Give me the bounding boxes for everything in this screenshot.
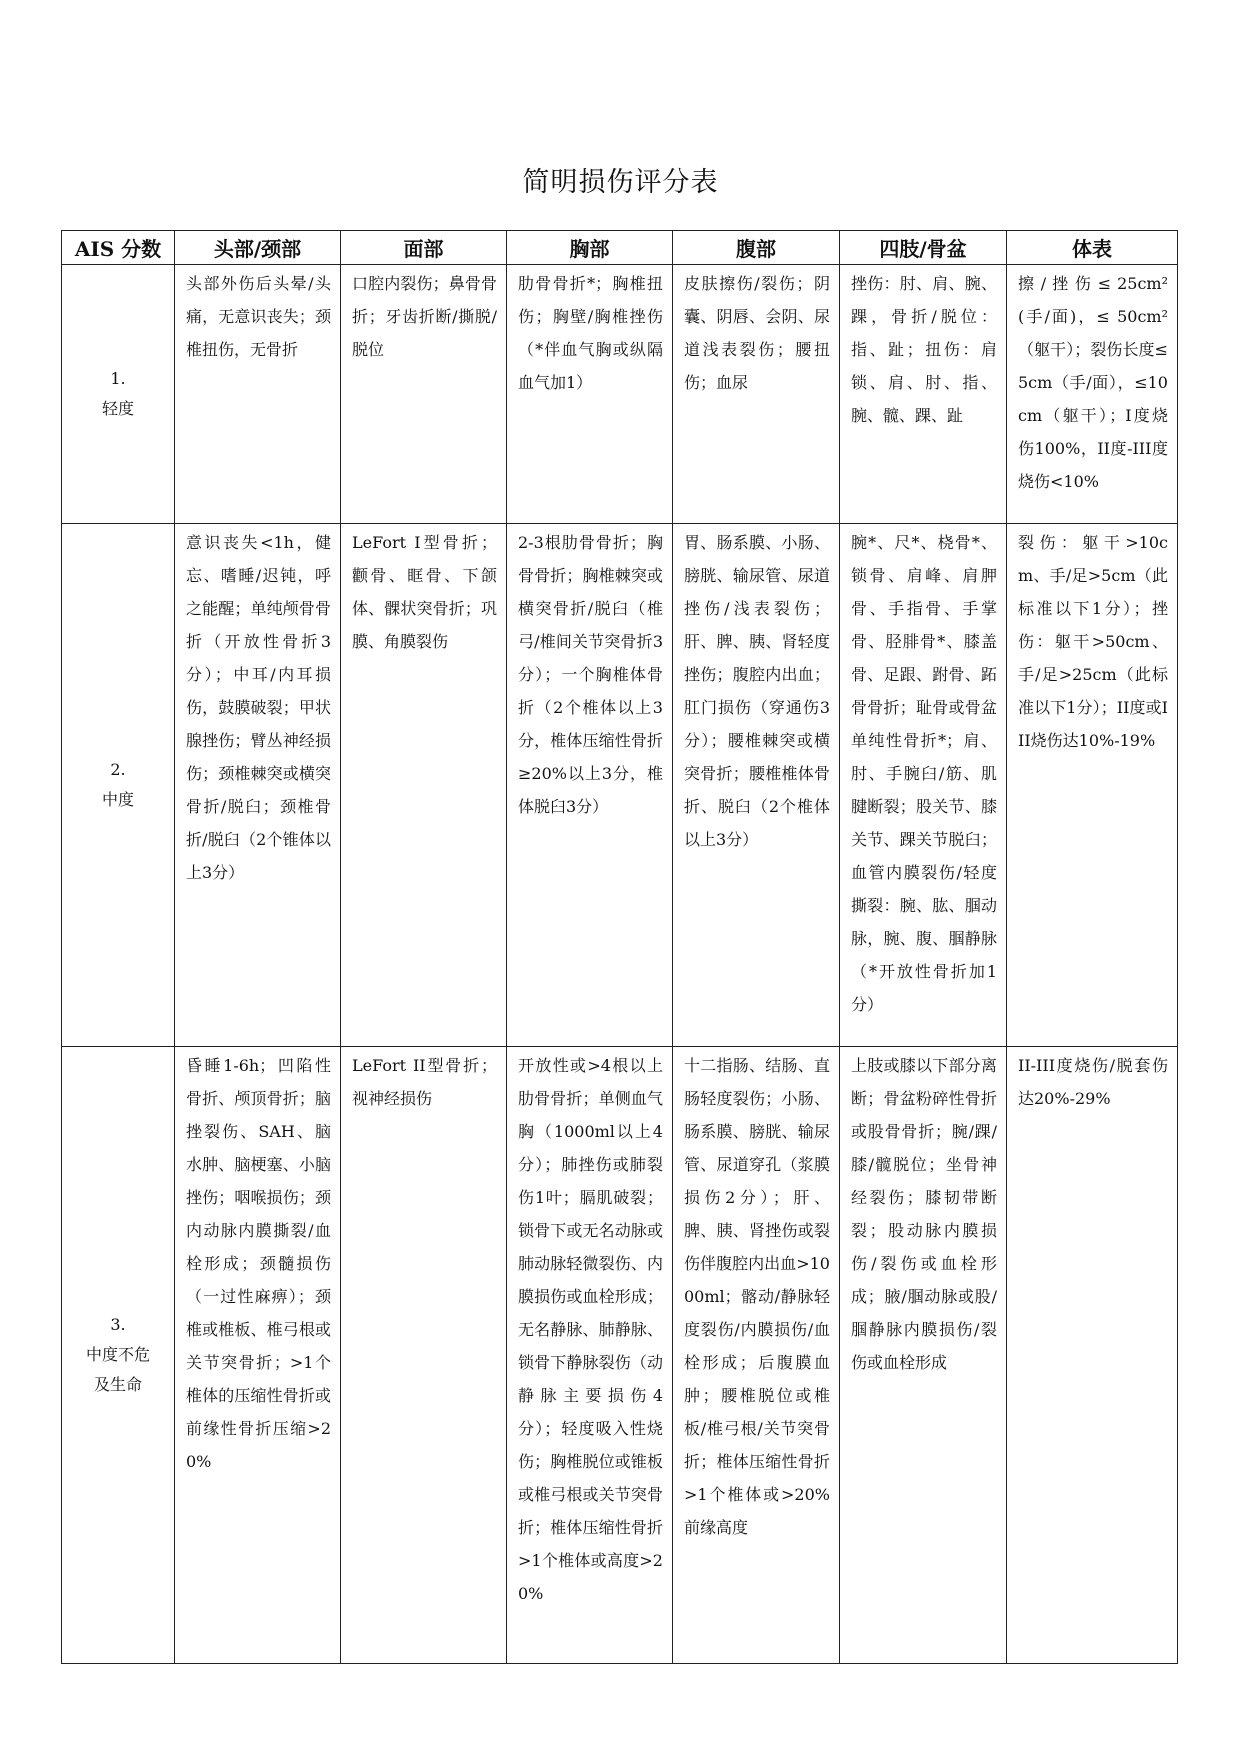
body-surface-cell: 裂伤：躯干>10cm、手/足>5cm（此标准以下1分）；挫伤：躯干>50cm、手/足>25cm（此标准以下1分）；II度或III烧伤达10%-19% <box>1007 524 1178 1047</box>
chest-cell: 开放性或>4根以上肋骨骨折；单侧血气胸（1000ml以上4分）；肺挫伤或肺裂伤1叶；膈肌破裂；锁骨下或无名动脉或肺动脉轻微裂伤、内膜损伤或血栓形成；无名静脉、肺静脉、锁骨下静脉裂伤（动静脉主要损伤4分）；轻度吸入性烧伤；胸椎脱位或锥板或椎弓根或关节突骨折；椎体压缩性骨折>1个椎体或高度>20% <box>507 1047 673 1664</box>
abdomen-cell: 胃、肠系膜、小肠、膀胱、输尿管、尿道挫伤/浅表裂伤；肝、脾、胰、肾轻度挫伤；腹腔内出血；肛门损伤（穿通伤3分）；腰椎棘突或横突骨折；腰椎椎体骨折、脱臼（2个椎体以上3分） <box>673 524 840 1047</box>
page-title: 简明损伤评分表 <box>522 167 719 198</box>
chest-cell: 肋骨骨折*；胸椎扭伤；胸壁/胸椎挫伤（*伴血气胸或纵隔血气加1） <box>507 265 673 524</box>
head-neck-cell: 昏睡1-6h；凹陷性骨折、颅顶骨折；脑挫裂伤、SAH、脑水肿、脑梗塞、小脑挫伤；咽喉损伤；颈内动脉内膜撕裂/血栓形成；颈髓损伤（一过性麻痹）；颈椎或椎板、椎弓根或关节突骨折；>1个椎体的压缩性骨折或前缘性骨折压缩>20% <box>175 1047 341 1664</box>
score-number: 2. <box>110 760 126 779</box>
head-neck-cell: 头部外伤后头晕/头痛，无意识丧失；颈椎扭伤，无骨折 <box>175 265 341 524</box>
table-row <box>62 265 1178 524</box>
table-header-row <box>62 231 1178 265</box>
body-surface-cell: II-III度烧伤/脱套伤达20%-29% <box>1007 1047 1178 1664</box>
table-row <box>62 524 1178 1047</box>
abdomen-cell: 十二指肠、结肠、直肠轻度裂伤；小肠、肠系膜、膀胱、输尿管、尿道穿孔（浆膜损伤2分）；肝、脾、胰、肾挫伤或裂伤伴腹腔内出血>1000ml；髂动/静脉轻度裂伤/内膜损伤/血栓形成；后腹膜血肿；腰椎脱位或椎板/椎弓根/关节突骨折；椎体压缩性骨折>1个椎体或>20%前缘高度 <box>673 1047 840 1664</box>
score-number: 1. <box>110 369 126 388</box>
score-cell <box>62 1047 175 1664</box>
score-cell <box>62 265 175 524</box>
limbs-pelvis-cell: 挫伤：肘、肩、腕、踝，骨折/脱位：指、趾；扭伤：肩锁、肩、肘、指、腕、髋、踝、趾 <box>840 265 1007 524</box>
limbs-pelvis-cell: 上肢或膝以下部分离断；骨盆粉碎性骨折或股骨骨折；腕/踝/膝/髋脱位；坐骨神经裂伤；膝韧带断裂；股动脉内膜损伤/裂伤或血栓形成；腋/腘动脉或股/腘静脉内膜损伤/裂伤或血栓形成 <box>840 1047 1007 1664</box>
header-ais-score: AIS 分数 <box>62 231 175 265</box>
score-number: 3. <box>110 1315 126 1334</box>
head-neck-cell: 意识丧失<1h，健忘、嗜睡/迟钝，呼之能醒；单纯颅骨骨折（开放性骨折3分）；中耳/内耳损伤，鼓膜破裂；甲状腺挫伤；臂丛神经损伤；颈椎棘突或横突骨折/脱臼；颈椎骨折/脱臼（2个锥体以上3分） <box>175 524 341 1047</box>
score-cell <box>62 524 175 1047</box>
body-surface-cell: 擦 / 挫 伤 ≤ 25cm²(手/面)，≤ 50cm²（躯干）；裂伤长度≤5cm（手/面），≤10cm（躯干）；I度烧伤100%，II度-III度烧伤<10% <box>1007 265 1178 524</box>
face-cell: LeFort II型骨折；视神经损伤 <box>341 1047 507 1664</box>
face-cell: 口腔内裂伤；鼻骨骨折；牙齿折断/撕脱/脱位 <box>341 265 507 524</box>
header-limbs-pelvis: 四肢/骨盆 <box>840 231 1007 265</box>
limbs-pelvis-cell: 腕*、尺*、桡骨*、锁骨、肩峰、肩胛骨、手指骨、手掌骨、胫腓骨*、膝盖骨、足跟、跗骨、跖骨骨折；耻骨或骨盆单纯性骨折*；肩、肘、手腕臼/筋、肌腱断裂；股关节、膝关节、踝关节脱臼；血管内膜裂伤/轻度撕裂：腕、肱、腘动脉，腕、腹、腘静脉（*开放性骨折加1分） <box>840 524 1007 1047</box>
abdomen-cell: 皮肤擦伤/裂伤；阴囊、阴唇、会阴、尿道浅表裂伤；腰扭伤；血尿 <box>673 265 840 524</box>
table-row <box>62 1047 1178 1664</box>
header-body-surface: 体表 <box>1007 231 1178 265</box>
ais-table <box>61 230 1178 1664</box>
header-face: 面部 <box>341 231 507 265</box>
score-level: 轻度 <box>101 399 134 418</box>
header-abdomen: 腹部 <box>673 231 840 265</box>
face-cell: LeFort I型骨折；颧骨、眶骨、下颌体、髁状突骨折；巩膜、角膜裂伤 <box>341 524 507 1047</box>
score-level: 中度不危及生命 <box>86 1345 151 1394</box>
header-head-neck: 头部/颈部 <box>175 231 341 265</box>
chest-cell: 2-3根肋骨骨折；胸骨骨折；胸椎棘突或横突骨折/脱臼（椎弓/椎间关节突骨折3分）；一个胸椎体骨折（2个椎体以上3分，椎体压缩性骨折≥20%以上3分，椎体脱臼3分） <box>507 524 673 1047</box>
header-chest: 胸部 <box>507 231 673 265</box>
score-level: 中度 <box>101 790 134 809</box>
